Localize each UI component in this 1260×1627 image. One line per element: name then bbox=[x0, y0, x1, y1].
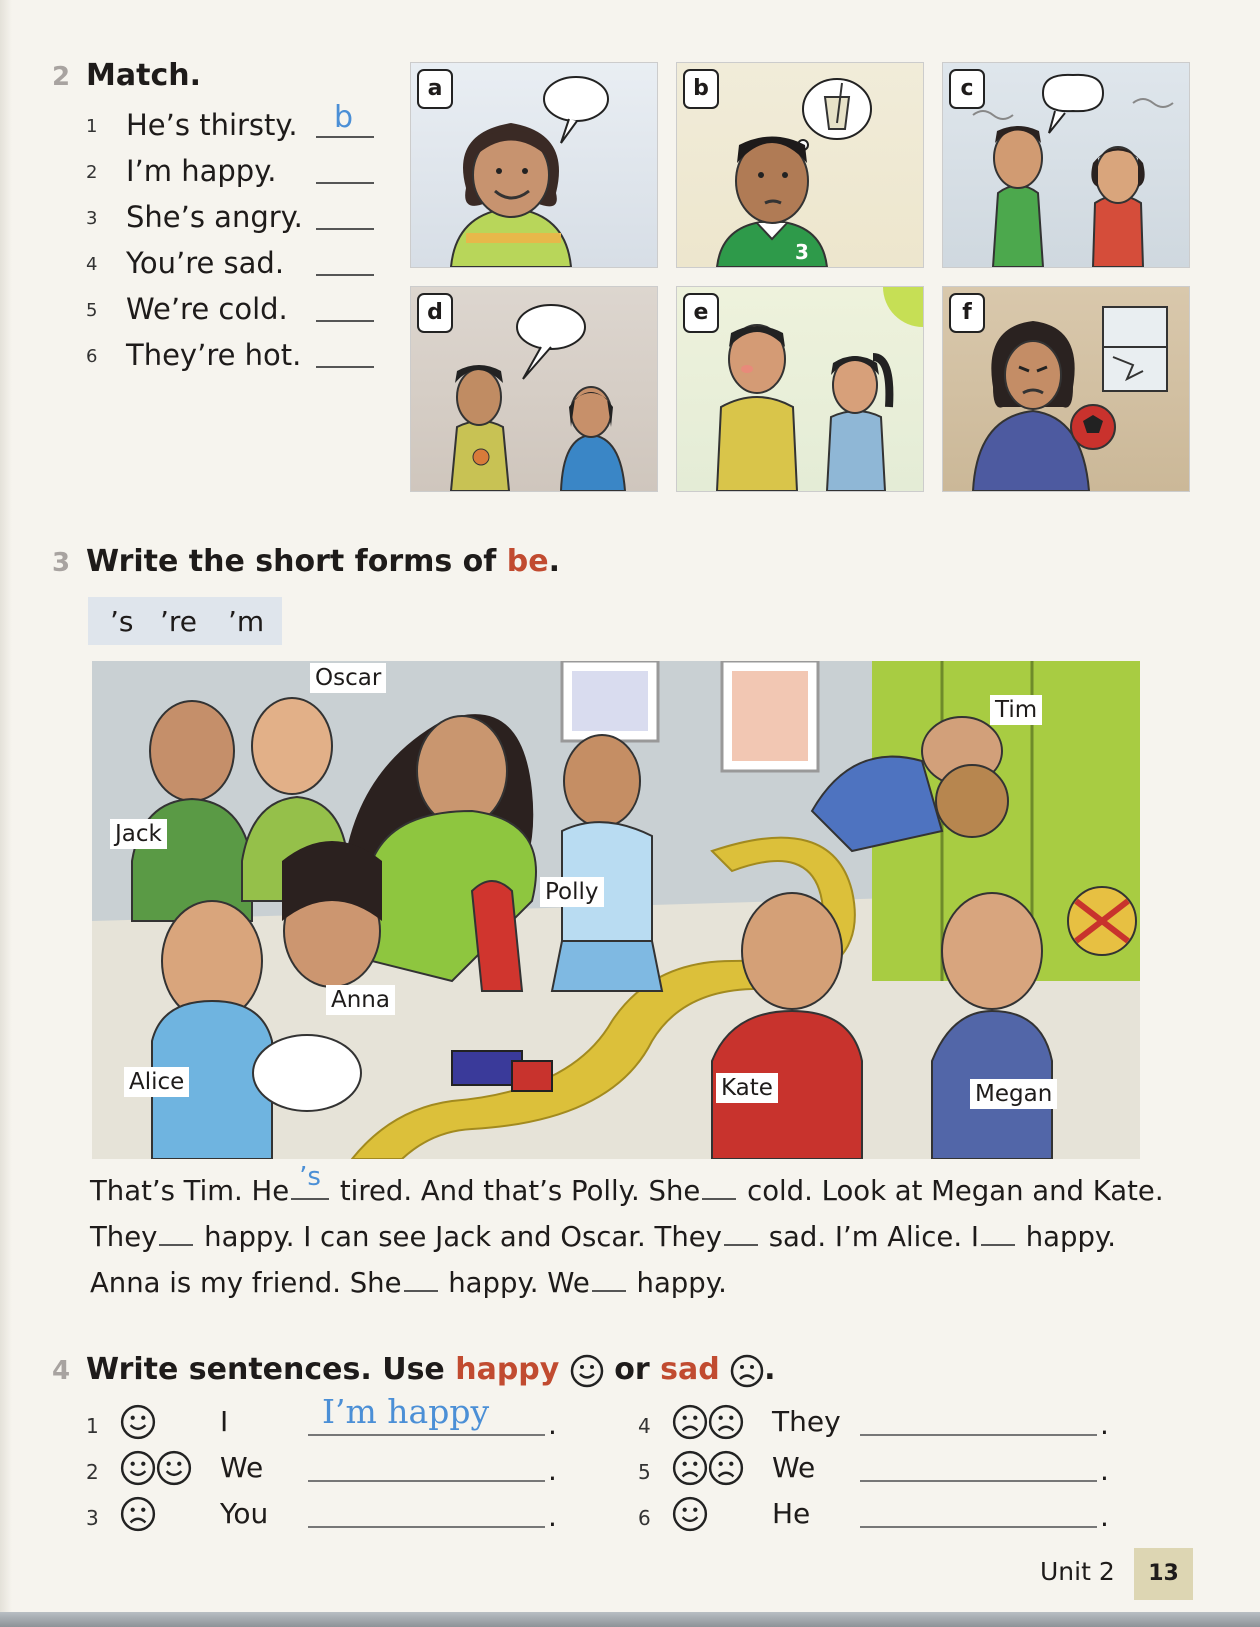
title-happy: happy bbox=[455, 1352, 560, 1387]
sentence-number: 5 bbox=[638, 1460, 651, 1484]
panel-label: b bbox=[683, 69, 719, 109]
panel-b bbox=[676, 62, 924, 268]
blank-answer: ’s bbox=[299, 1162, 321, 1192]
happy-face-icon bbox=[120, 1450, 156, 1486]
panel-label: c bbox=[949, 69, 985, 109]
name-label-oscar: Oscar bbox=[310, 663, 386, 693]
match-item-number: 6 bbox=[86, 346, 98, 367]
sentence-row-5 bbox=[638, 1448, 1158, 1492]
unit-label: Unit 2 bbox=[1040, 1557, 1115, 1586]
svg-text:3: 3 bbox=[795, 240, 809, 264]
panel-label: f bbox=[949, 293, 985, 333]
face-icons bbox=[120, 1496, 156, 1532]
passage-text: Anna is my friend. She bbox=[90, 1267, 402, 1299]
sentence-number: 2 bbox=[86, 1460, 99, 1484]
sentence-number: 4 bbox=[638, 1414, 651, 1438]
sentence-answer: I’m happy bbox=[322, 1392, 490, 1431]
sentence-row-3 bbox=[86, 1494, 606, 1538]
face-icons bbox=[120, 1450, 192, 1486]
exercise-4-number: 4 bbox=[52, 1356, 71, 1386]
face-icons bbox=[672, 1404, 744, 1440]
sentence-period: . bbox=[1100, 1454, 1109, 1487]
passage-text: sad. I’m Alice. I bbox=[768, 1221, 979, 1253]
passage-text: They bbox=[90, 1221, 158, 1253]
passage-line-2 bbox=[90, 1221, 1116, 1253]
match-item-text: We’re cold. bbox=[126, 292, 288, 326]
match-item-text: He’s thirsty. bbox=[126, 108, 298, 142]
match-item-number: 4 bbox=[86, 254, 98, 275]
name-label-jack: Jack bbox=[110, 819, 167, 849]
passage-line-1 bbox=[90, 1162, 1164, 1207]
panel-label: a bbox=[417, 69, 453, 109]
passage-text: happy. We bbox=[448, 1267, 590, 1299]
panel-e bbox=[676, 286, 924, 492]
sentence-row-2 bbox=[86, 1448, 606, 1492]
sentence-period: . bbox=[548, 1500, 557, 1533]
name-label-polly: Polly bbox=[540, 877, 604, 907]
match-answer-line[interactable] bbox=[316, 182, 374, 184]
passage-text: happy. bbox=[1025, 1221, 1116, 1253]
exercise-2-number: 2 bbox=[52, 62, 71, 92]
sad-face-icon bbox=[708, 1404, 744, 1440]
sentence-subject: We bbox=[772, 1451, 816, 1484]
blank-7[interactable] bbox=[592, 1286, 626, 1292]
blank-2[interactable] bbox=[702, 1194, 736, 1200]
name-label-alice: Alice bbox=[124, 1067, 189, 1097]
exercise-2-title: Match. bbox=[86, 58, 201, 93]
title-text: Write sentences. Use bbox=[86, 1352, 456, 1387]
sad-face-icon bbox=[672, 1450, 708, 1486]
sentence-period: . bbox=[1100, 1500, 1109, 1533]
sentence-number: 6 bbox=[638, 1506, 651, 1530]
passage-text: tired. And that’s Polly. She bbox=[339, 1175, 701, 1207]
sentence-subject: I bbox=[220, 1405, 229, 1438]
blank-6[interactable] bbox=[404, 1286, 438, 1292]
blank-5[interactable] bbox=[981, 1240, 1015, 1246]
match-answer-line[interactable] bbox=[316, 228, 374, 230]
match-item-2 bbox=[86, 152, 386, 196]
passage-line-3 bbox=[90, 1267, 727, 1299]
sentence-answer-line[interactable] bbox=[860, 1480, 1097, 1482]
blank-3[interactable] bbox=[159, 1240, 193, 1246]
match-item-5 bbox=[86, 290, 386, 334]
match-item-text: I’m happy. bbox=[126, 154, 277, 188]
short-form-s: ’s bbox=[110, 605, 134, 638]
face-icons bbox=[672, 1450, 744, 1486]
match-item-text: You’re sad. bbox=[126, 246, 285, 280]
title-end: . bbox=[764, 1352, 776, 1387]
playroom-scene bbox=[92, 661, 1140, 1159]
sentence-answer-line[interactable] bbox=[860, 1526, 1097, 1528]
panel-label: e bbox=[683, 293, 719, 333]
sentence-period: . bbox=[548, 1408, 557, 1441]
happy-face-icon bbox=[570, 1354, 604, 1388]
sentence-answer-line[interactable] bbox=[308, 1434, 545, 1436]
match-answer-line[interactable] bbox=[316, 320, 374, 322]
sentence-number: 1 bbox=[86, 1414, 99, 1438]
match-item-4 bbox=[86, 244, 386, 288]
sad-face-icon bbox=[672, 1404, 708, 1440]
panel-label: d bbox=[417, 293, 453, 333]
sentence-subject: They bbox=[772, 1405, 841, 1438]
happy-face-icon bbox=[672, 1496, 708, 1532]
panel-a bbox=[410, 62, 658, 268]
blank-4[interactable] bbox=[724, 1240, 758, 1246]
title-highlight: be bbox=[506, 544, 549, 579]
title-sad: sad bbox=[660, 1352, 720, 1387]
passage-text: happy. bbox=[636, 1267, 727, 1299]
title-or: or bbox=[614, 1352, 650, 1387]
short-forms-box bbox=[88, 597, 282, 645]
panel-f bbox=[942, 286, 1190, 492]
sad-face-icon bbox=[120, 1496, 156, 1532]
passage-text: cold. Look at Megan and Kate. bbox=[747, 1175, 1164, 1207]
face-icons bbox=[672, 1496, 708, 1532]
match-item-text: They’re hot. bbox=[126, 338, 302, 372]
sentence-period: . bbox=[548, 1454, 557, 1487]
match-item-number: 5 bbox=[86, 300, 98, 321]
sentence-answer-line[interactable] bbox=[860, 1434, 1097, 1436]
match-item-number: 1 bbox=[86, 116, 98, 137]
page-edge-shadow bbox=[0, 0, 12, 1627]
blank-1[interactable] bbox=[291, 1162, 329, 1200]
match-item-3 bbox=[86, 198, 386, 242]
name-label-kate: Kate bbox=[716, 1073, 778, 1103]
sentence-subject: He bbox=[772, 1497, 811, 1530]
exercise-4-title bbox=[86, 1352, 776, 1388]
match-item-number: 2 bbox=[86, 162, 98, 183]
name-label-anna: Anna bbox=[326, 985, 395, 1015]
sentence-subject: We bbox=[220, 1451, 264, 1484]
name-label-megan: Megan bbox=[970, 1079, 1057, 1109]
passage-text: That’s Tim. He bbox=[90, 1175, 290, 1207]
sad-face-icon bbox=[708, 1450, 744, 1486]
match-item-6 bbox=[86, 336, 386, 380]
name-label-tim: Tim bbox=[990, 695, 1042, 725]
short-form-m: ’m bbox=[228, 605, 265, 638]
page-number: 13 bbox=[1134, 1548, 1193, 1600]
match-answer-line[interactable] bbox=[316, 366, 374, 368]
sentence-row-1 bbox=[86, 1392, 606, 1446]
passage-text: happy. I can see Jack and Oscar. They bbox=[204, 1221, 722, 1253]
match-answer: b bbox=[334, 100, 354, 135]
exercise-3-number: 3 bbox=[52, 548, 71, 578]
sentence-row-6 bbox=[638, 1494, 1158, 1538]
match-answer-line[interactable] bbox=[316, 136, 374, 138]
happy-face-icon bbox=[156, 1450, 192, 1486]
page-bottom-edge bbox=[0, 1612, 1260, 1627]
sad-face-icon bbox=[730, 1354, 764, 1388]
panel-d bbox=[410, 286, 658, 492]
sentence-answer-line[interactable] bbox=[308, 1480, 545, 1482]
happy-face-icon bbox=[120, 1404, 156, 1440]
title-text: Write the short forms of bbox=[86, 544, 507, 579]
title-end: . bbox=[548, 544, 561, 579]
sentence-answer-line[interactable] bbox=[308, 1526, 545, 1528]
match-item-1 bbox=[86, 100, 386, 150]
sentence-row-4 bbox=[638, 1402, 1158, 1446]
match-item-number: 3 bbox=[86, 208, 98, 229]
sentence-period: . bbox=[1100, 1408, 1109, 1441]
sentence-subject: You bbox=[220, 1497, 269, 1530]
match-answer-line[interactable] bbox=[316, 274, 374, 276]
short-form-re: ’re bbox=[160, 605, 198, 638]
sentence-number: 3 bbox=[86, 1506, 99, 1530]
match-item-text: She’s angry. bbox=[126, 200, 303, 234]
exercise-3-title bbox=[86, 544, 560, 579]
face-icons bbox=[120, 1404, 156, 1440]
panel-c bbox=[942, 62, 1190, 268]
